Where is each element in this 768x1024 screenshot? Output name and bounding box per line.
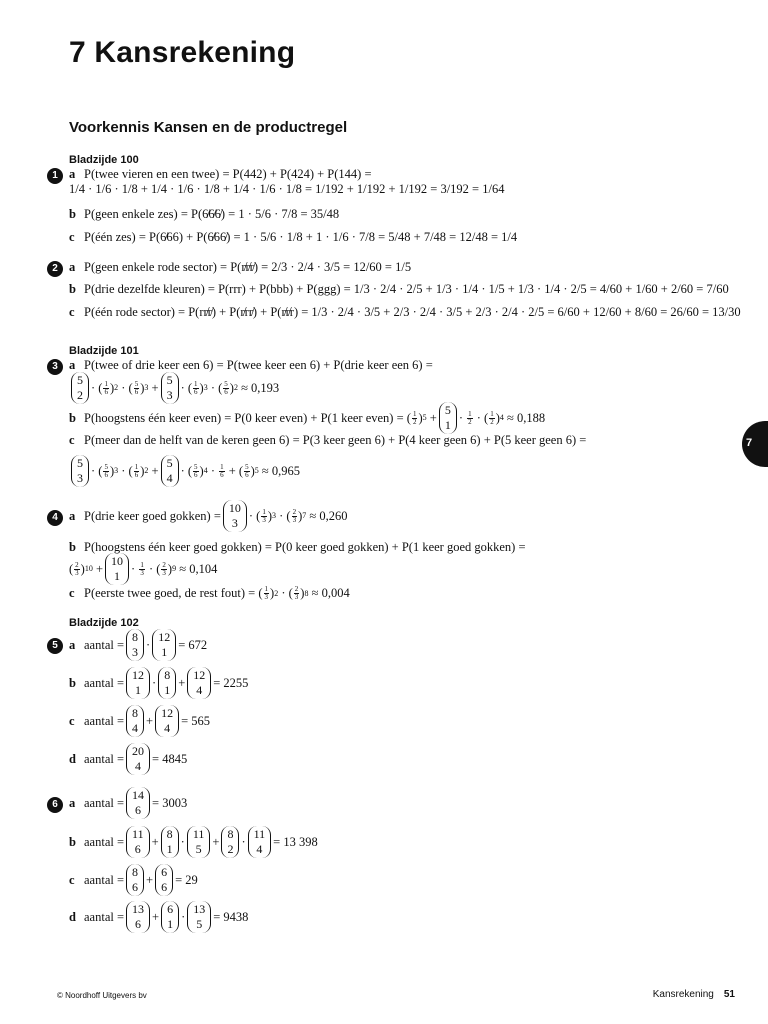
formula-terms: +: [146, 713, 154, 728]
formula-terms: · ( $\frac{5}{6}$ ) 4 · $\frac{1}{6}$ + ( $\frac{5}{6}$ ) 5: [180, 462, 259, 479]
formula: aantal =: [84, 637, 125, 652]
formula-terms: · ( $\frac{1}{3}$ ) 3 · ( $\frac{2}{3}$ ) 7: [248, 507, 307, 524]
chapter-side-tab-number: 7: [746, 437, 753, 449]
formula: aantal =: [84, 872, 125, 887]
binomial: 8 4: [126, 705, 144, 737]
result-value: ≈ 0,104: [179, 561, 218, 576]
chapter-side-tab: [742, 421, 768, 467]
result-value: ≈ 0,193: [241, 380, 280, 395]
formula-terms: +: [151, 834, 159, 849]
result-value: = 672: [178, 637, 208, 652]
exercise-3a-question: [69, 358, 433, 373]
footer-page-info: [653, 989, 735, 1000]
exercise-number-6: 6: [47, 797, 63, 813]
exercise-3c-question: [69, 433, 586, 448]
binomial: 8 6: [126, 864, 144, 896]
result-value: = 565: [181, 713, 211, 728]
exercise-2c: [69, 305, 741, 320]
formula-terms: +: [146, 872, 154, 887]
formula: P(drie keer goed gokken) =: [84, 508, 221, 523]
formula-terms: ·: [241, 834, 246, 849]
exercise-3c-result: [69, 455, 300, 487]
page-header-100: Bladzijde 100: [69, 154, 139, 166]
formula-terms: +: [152, 909, 160, 924]
page-header-102: Bladzijde 102: [69, 617, 139, 629]
exercise-4b-result: [69, 553, 217, 585]
exercise-number-1: 1: [47, 168, 63, 184]
binomial: 13 5: [187, 901, 211, 933]
formula-terms: ( $\frac{1}{3}$ ) 2 · ( $\frac{2}{3}$ ) 8: [255, 585, 309, 601]
exercise-5c: [69, 705, 210, 737]
item-label: b: [69, 540, 76, 554]
item-label: a: [69, 508, 76, 523]
item-label: c: [69, 872, 75, 887]
item-label: c: [69, 305, 75, 319]
formula-terms: · ( $\frac{1}{6}$ ) 2 · ( $\frac{5}{6}$ ) 3 +: [91, 379, 159, 396]
exercise-6b: [69, 826, 318, 858]
result-value: ≈ 0,004: [311, 586, 350, 600]
formula: aantal =: [84, 795, 125, 810]
formula-terms: +: [212, 834, 220, 849]
formula-terms: · ( $\frac{5}{6}$ ) 3 · ( $\frac{1}{6}$ ) 2 +: [91, 462, 159, 479]
item-label: c: [69, 713, 75, 728]
item-label: d: [69, 751, 76, 766]
formula: 1/4 · 1/6 · 1/8 + 1/4 · 1/6 · 1/8 + 1/4 · 1/6 · 1/8 = 1/192 + 1/192 + 1/192 = 3/192 = 1/64: [69, 182, 505, 196]
binomial: 6 1: [161, 901, 179, 933]
formula: P(hoogstens één keer even) = P(0 keer even) + P(1 keer even) =: [84, 410, 404, 425]
formula: aantal =: [84, 675, 125, 690]
item-label: a: [69, 167, 76, 181]
formula-terms: ·: [146, 637, 151, 652]
item-label: b: [69, 675, 76, 690]
item-label: b: [69, 207, 76, 221]
binomial: 11 6: [126, 826, 150, 858]
exercise-number-4: 4: [47, 510, 63, 526]
exercise-1b: [69, 207, 339, 222]
item-label: b: [69, 834, 76, 849]
binomial: 12 1: [152, 629, 176, 661]
formula: aantal =: [84, 751, 125, 766]
binomial: 8 2: [221, 826, 239, 858]
footer-publisher: © Noordhoff Uitgevers bv: [57, 991, 147, 1000]
binomial: 20 4: [126, 743, 150, 775]
footer-topic: Kansrekening: [652, 989, 714, 1000]
result-value: = 9438: [213, 909, 249, 924]
exercise-3a-result: [69, 372, 279, 404]
exercise-1c: [69, 230, 517, 245]
formula: aantal =: [84, 834, 125, 849]
formula-terms: ( $\frac{2}{3}$ ) 10 +: [69, 560, 104, 577]
formula: P(geen enkele zes) = P(6̸6̸6̸) = 1 · 5/6 · 7/8 = 35/48: [84, 207, 340, 221]
section-title-rest: Kansen en de productregel: [153, 119, 348, 136]
formula-terms: ·: [152, 675, 157, 690]
item-label: d: [69, 909, 76, 924]
exercise-1a-result: [69, 182, 504, 197]
binomial: 14 6: [126, 787, 150, 819]
binomial: 8 1: [158, 667, 176, 699]
item-label: a: [69, 795, 76, 810]
item-label: c: [69, 230, 75, 244]
formula: P(hoogstens één keer goed gokken) = P(0 keer goed gokken) + P(1 keer goed gokken) =: [84, 540, 526, 554]
exercise-2b: [69, 282, 729, 297]
exercise-4a: [69, 500, 348, 532]
chapter-title: 7 Kansrekening: [69, 36, 296, 69]
result-value: ≈ 0,260: [309, 508, 348, 523]
binomial: 12 4: [187, 667, 211, 699]
formula: aantal =: [84, 909, 125, 924]
formula-terms: · $\frac{1}{3}$ · ( $\frac{2}{3}$ ) 9: [131, 560, 177, 577]
formula-terms: +: [178, 675, 186, 690]
exercise-5b: [69, 667, 248, 699]
formula: P(drie dezelfde kleuren) = P(rrr) + P(bbb) + P(ggg) = 1/3 · 2/4 · 2/5 + 1/3 · 1/4 · 1/5 + 1/3 · 1/4 · 2/5 = 4/60 + 1/60 + 2/60 = 7/60: [84, 282, 729, 296]
formula: P(één zes) = P(6̸66) + P(6̸66̸) = 1 · 5/6 · 1/8 + 1 · 1/6 · 7/8 = 5/48 + 7/48 = 12/48 = 1/4: [84, 230, 518, 244]
formula-terms: · ( $\frac{1}{6}$ ) 3 · ( $\frac{5}{6}$ ) 2: [180, 379, 238, 396]
binomial: 13 6: [126, 901, 150, 933]
binomial: 11 5: [187, 826, 211, 858]
binomial: 11 4: [248, 826, 272, 858]
result-value: = 29: [175, 872, 198, 887]
formula-terms: · $\frac{1}{2}$ · ( $\frac{1}{2}$ ) 4: [458, 409, 504, 426]
binomial: 5 2: [71, 372, 89, 404]
formula: aantal =: [84, 713, 125, 728]
result-value: ≈ 0,965: [261, 463, 300, 478]
exercise-6d: [69, 901, 248, 933]
formula: P(eerste twee goed, de rest fout) =: [84, 586, 256, 600]
formula: P(twee vieren en een twee) = P(442) + P(424) + P(144) =: [84, 167, 372, 181]
exercise-6a: [69, 787, 187, 819]
item-label: a: [69, 358, 76, 372]
exercise-number-3: 3: [47, 359, 63, 375]
section-title: [69, 119, 347, 136]
section-title-bold: Voorkennis: [69, 119, 150, 136]
exercise-1a-question: [69, 167, 372, 182]
page-header-101: Bladzijde 101: [69, 345, 139, 357]
binomial: 8 3: [126, 629, 144, 661]
formula-terms: ·: [181, 909, 186, 924]
binomial: 6 6: [155, 864, 173, 896]
exercise-2a: [69, 260, 411, 275]
result-value: = 13 398: [273, 834, 318, 849]
item-label: c: [69, 586, 75, 600]
binomial: 12 1: [126, 667, 150, 699]
binomial: 10 3: [223, 500, 247, 532]
binomial: 5 3: [71, 455, 89, 487]
page-number: 51: [723, 989, 735, 1000]
binomial: 5 4: [161, 455, 179, 487]
binomial: 12 4: [155, 705, 179, 737]
exercise-5d: [69, 743, 187, 775]
exercise-4c: [69, 586, 350, 601]
binomial: 5 3: [161, 372, 179, 404]
result-value: = 3003: [152, 795, 188, 810]
formula-terms: ( $\frac{1}{2}$ ) 5 +: [403, 409, 437, 426]
formula: P(geen enkele rode sector) = P(r̸r̸r̸) = 2/3 · 2/4 · 3/5 = 12/60 = 1/5: [84, 260, 412, 274]
binomial: 5 1: [439, 402, 457, 434]
exercise-6c: [69, 864, 198, 896]
exercise-number-5: 5: [47, 638, 63, 654]
formula-terms: ·: [180, 834, 185, 849]
item-label: c: [69, 433, 75, 447]
result-value: = 4845: [152, 751, 188, 766]
item-label: a: [69, 637, 76, 652]
item-label: b: [69, 410, 76, 425]
binomial: 10 1: [105, 553, 129, 585]
exercise-3b: [69, 402, 545, 434]
exercise-5a: [69, 629, 207, 661]
result-value: = 2255: [213, 675, 249, 690]
item-label: a: [69, 260, 76, 274]
formula: P(één rode sector) = P(rr̸r̸) + P(r̸rr̸) + P(r̸r̸r) = 1/3 · 2/4 · 3/5 + 2/3 · 2/4 · 3/5 + 2/3 · 2/4 · 2/5 = 6/60 + 12/60 + 8/60 = 26/60 = 13/30: [84, 305, 741, 319]
formula: P(twee of drie keer een 6) = P(twee keer een 6) + P(drie keer een 6) =: [84, 358, 433, 372]
item-label: b: [69, 282, 76, 296]
exercise-number-2: 2: [47, 261, 63, 277]
result-value: ≈ 0,188: [506, 410, 546, 425]
formula: P(meer dan de helft van de keren geen 6) = P(3 keer geen 6) + P(4 keer geen 6) + P(5 keer geen 6) =: [84, 433, 587, 447]
binomial: 8 1: [161, 826, 179, 858]
